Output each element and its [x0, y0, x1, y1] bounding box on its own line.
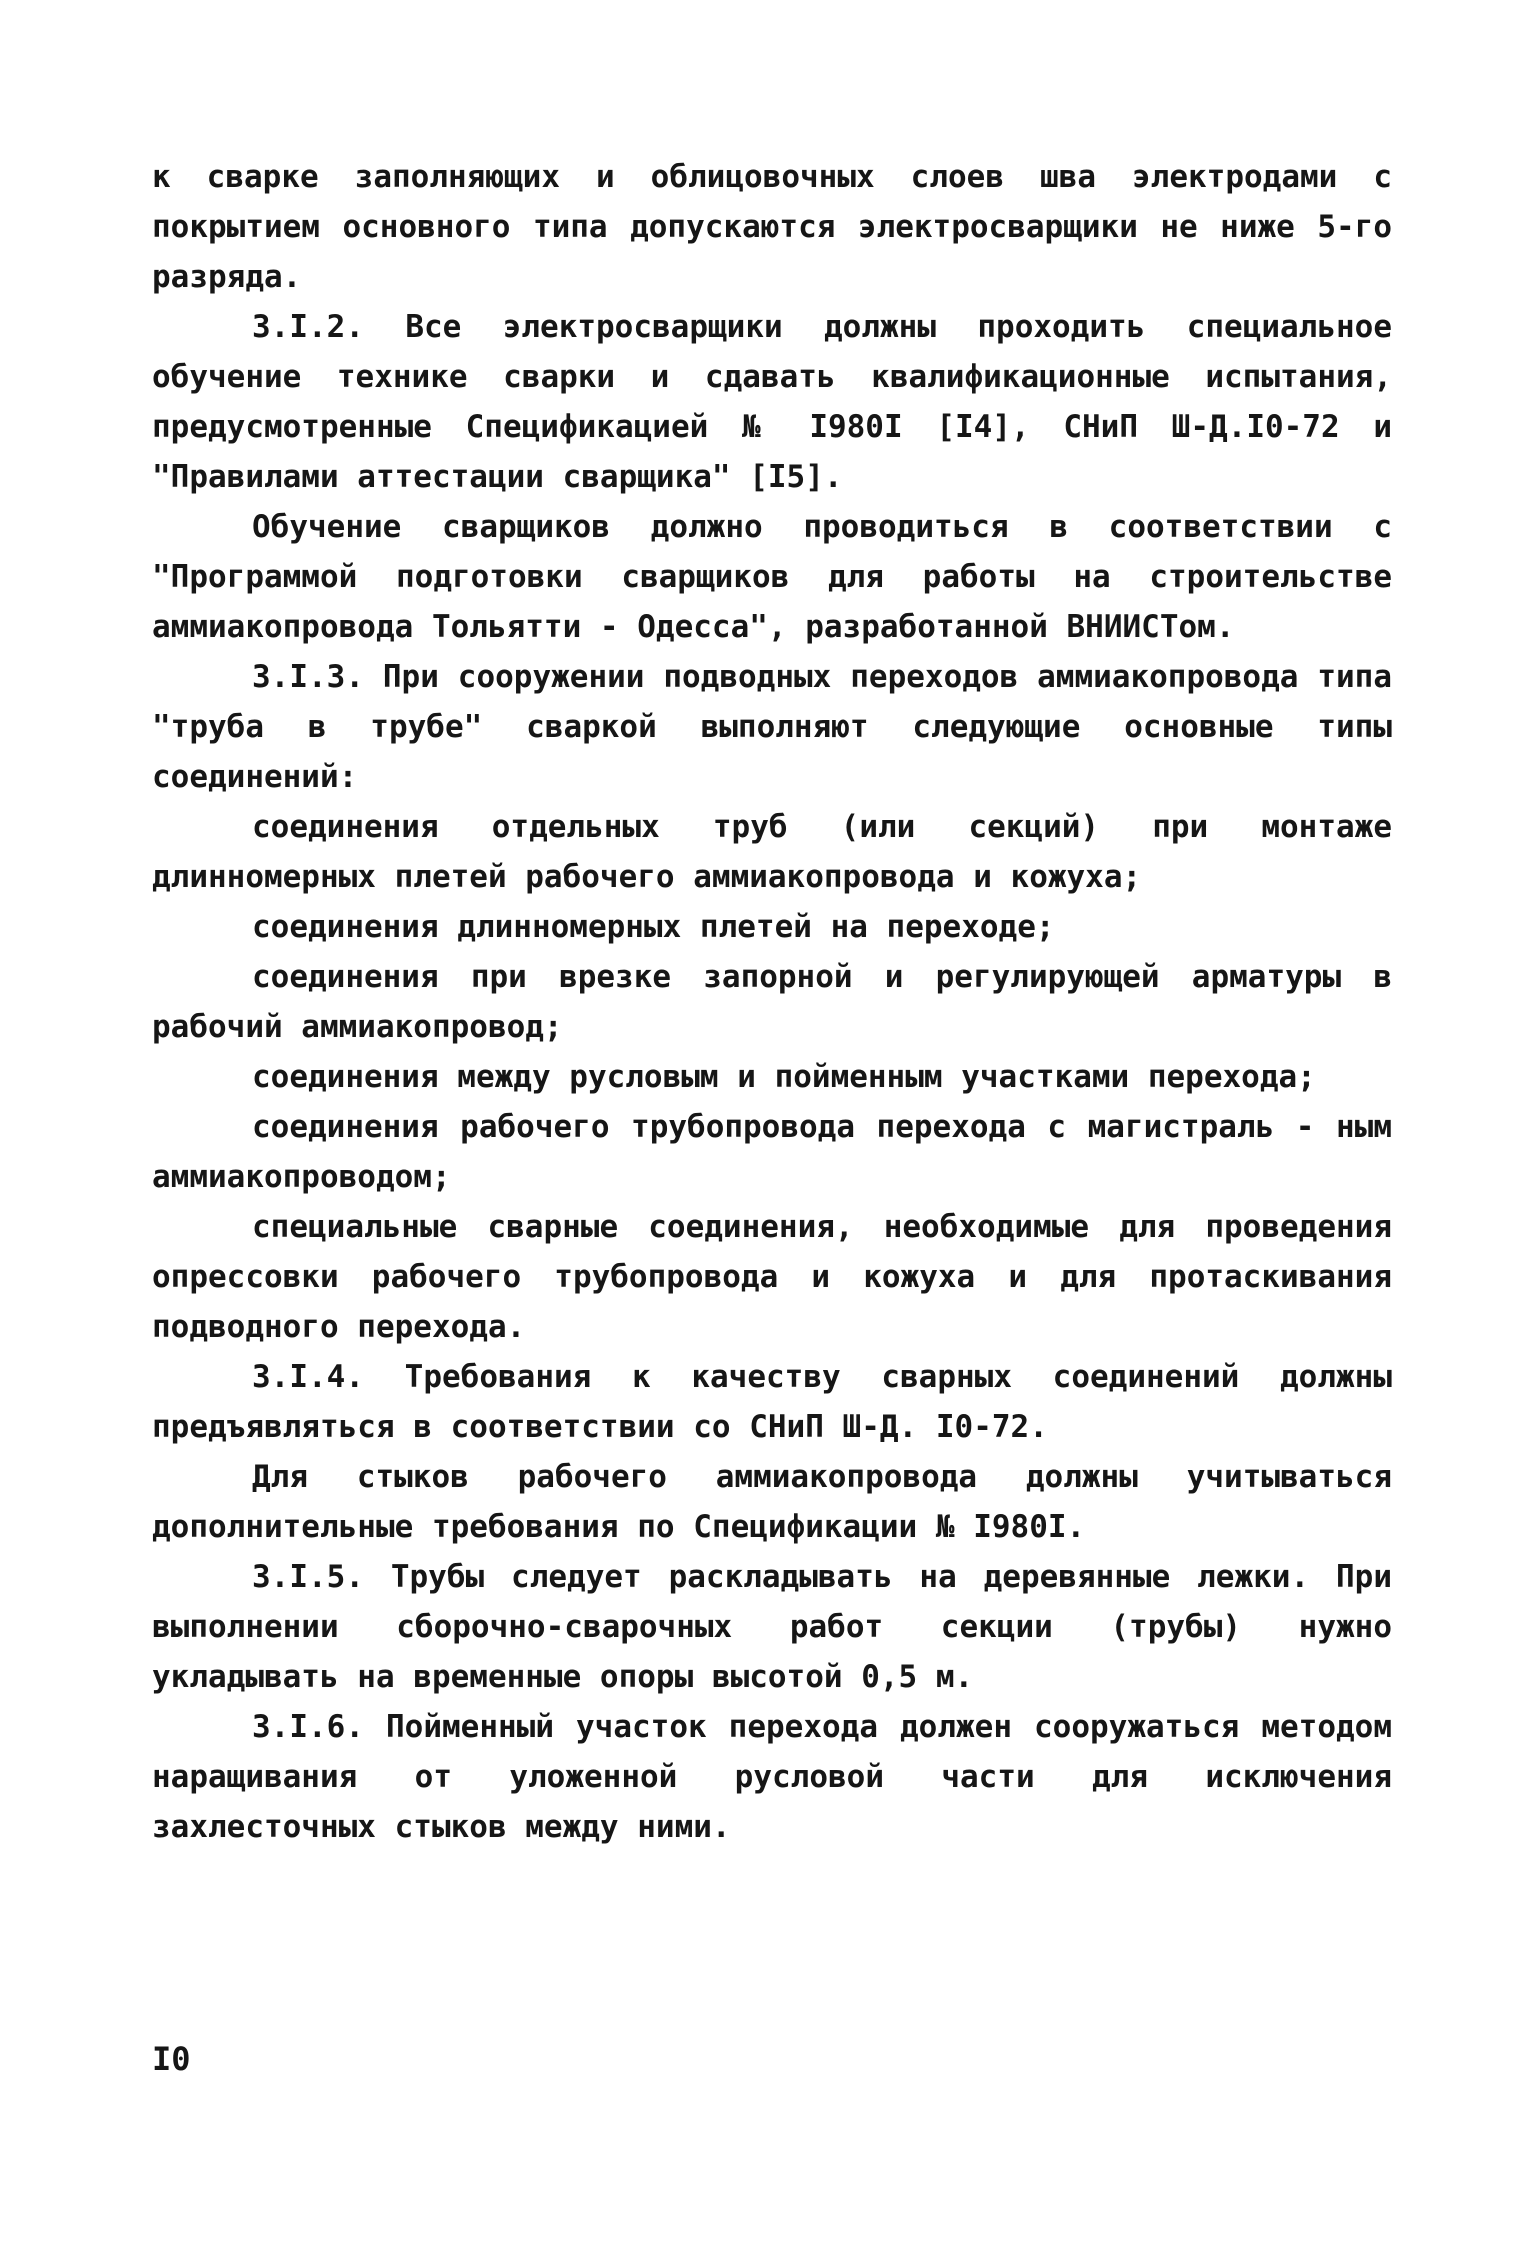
paragraph-3-1-3: 3.I.3. При сооружении подводных переходов аммиакопровода типа "труба в трубе" сваркой выполняют следующие основные типы соединений:: [152, 659, 1392, 795]
list-item: соединения отдельных труб (или секций) при монтаже длинномерных плетей рабочего аммиакопровода и кожуха;: [152, 809, 1392, 895]
list-item: соединения при врезке запорной и регулирующей арматуры в рабочий аммиакопровод;: [152, 959, 1392, 1045]
paragraph-3-1-6: 3.I.6. Пойменный участок перехода должен сооружаться методом наращивания от уложенной русловой части для исключения захлесточных стыков между ними.: [152, 1709, 1392, 1845]
list-item: соединения между русловым и пойменным участками перехода;: [252, 1059, 1316, 1095]
body-text: [152, 152, 1392, 1852]
page-number: I0: [152, 2040, 191, 2078]
paragraph-3-1-4: 3.I.4. Требования к качеству сварных соединений должны предъявляться в соответствии со СНиП Ш-Д. I0-72.: [152, 1359, 1392, 1445]
paragraph-continuation: к сварке заполняющих и облицовочных слоев шва электродами с покрытием основного типа допускаются электросварщики не ниже 5-го разряда.: [152, 159, 1392, 295]
paragraph-3-1-5: 3.I.5. Трубы следует раскладывать на деревянные лежки. При выполнении сборочно-сварочных работ секции (трубы) нужно укладывать на временные опоры высотой 0,5 м.: [152, 1559, 1392, 1695]
list-item: соединения рабочего трубопровода перехода с магистраль - ным аммиакопроводом;: [152, 1109, 1392, 1195]
paragraph-additional-requirements: Для стыков рабочего аммиакопровода должны учитываться дополнительные требования по Спецификации № I980I.: [152, 1459, 1392, 1545]
paragraph-training: Обучение сварщиков должно проводиться в соответствии с "Программой подготовки сварщиков для работы на строительстве аммиакопровода Тольятти - Одесса", разработанной ВНИИСТом.: [152, 509, 1392, 645]
list-item: специальные сварные соединения, необходимые для проведения опрессовки рабочего трубопровода и кожуха и для протаскивания подводного перехода.: [152, 1209, 1392, 1345]
paragraph-3-1-2: 3.I.2. Все электросварщики должны проходить специальное обучение технике сварки и сдавать квалификационные испытания, предусмотренные Спецификацией № I980I [I4], СНиП Ш-Д.I0-72 и "Правилами аттестации сварщика" [I5].: [152, 309, 1392, 495]
list-item: соединения длинномерных плетей на переходе;: [252, 909, 1055, 945]
